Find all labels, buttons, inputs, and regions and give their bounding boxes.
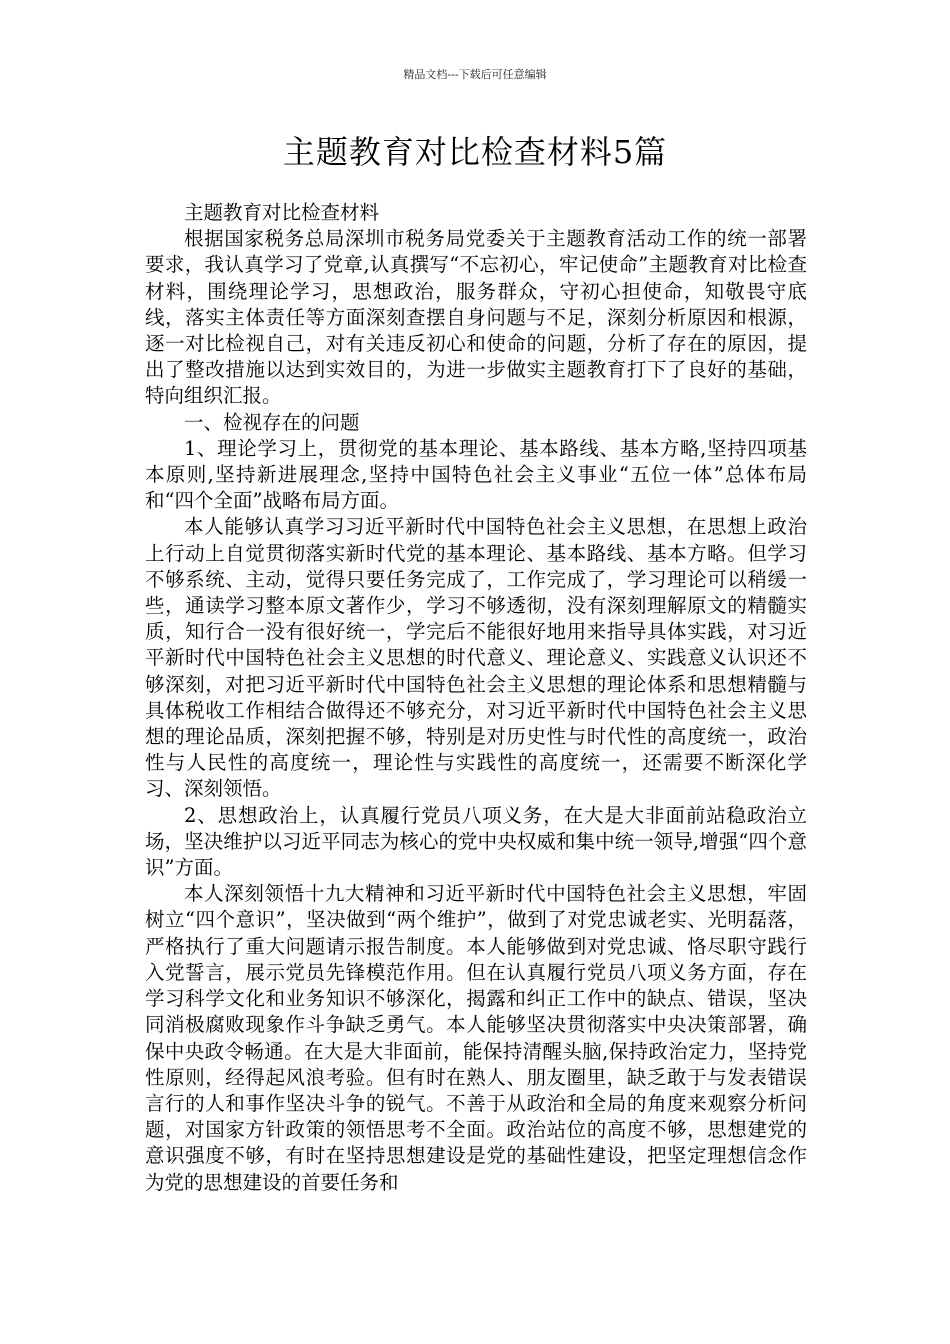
body-paragraph: 1、理论学习上，贯彻党的基本理论、基本路线、基本方略,坚持四项基本原则,坚持新进展理念,坚持中国特色社会主义事业“五位一体”总体布局和“四个全面”战略布局方面。: [145, 436, 807, 513]
body-paragraph: 本人能够认真学习习近平新时代中国特色社会主义思想，在思想上政治上行动上自觉贯彻落实新时代党的基本理论、基本路线、基本方略。但学习不够系统、主动，觉得只要任务完成了，工作完成了，学习理论可以稍缓一些，通读学习整本原文著作少，学习不够透彻，没有深刻理解原文的精髓实质，知行合一没有很好统一，学完后不能很好地用来指导具体实践，对习近平新时代中国特色社会主义思想的时代意义、理论意义、实践意义认识还不够深刻，对把习近平新时代中国特色社会主义思想的理论体系和思想精髓与具体税收工作相结合做得还不够充分，对习近平新时代中国特色社会主义思想的理论品质，深刻把握不够，特别是对历史性与时代性的高度统一，政治性与人民性的高度统一，理论性与实践性的高度统一，还需要不断深化学习、深刻领悟。: [145, 515, 807, 801]
section-heading: 一、检视存在的问题: [184, 410, 360, 434]
document-title: 主题教育对比检查材料5篇: [282, 133, 668, 171]
body-paragraph: 本人深刻领悟十九大精神和习近平新时代中国特色社会主义思想，牢固树立“四个意识”，坚决做到“两个维护”，做到了对党忠诚老实、光明磊落，严格执行了重大问题请示报告制度。本人能够做到对党忠诚、恪尽职守践行入党誓言，展示党员先锋模范作用。但在认真履行党员八项义务方面，存在学习科学文化和业务知识不够深化，揭露和纠正工作中的缺点、错误，坚决同消极腐败现象作斗争缺乏勇气。本人能够坚决贯彻落实中央决策部署，确保中央政令畅通。在大是大非面前，能保持清醒头脑,保持政治定力，坚持党性原则，经得起风浪考验。但有时在熟人、朋友圈里，缺乏敢于与发表错误言行的人和事作坚决斗争的锐气。不善于从政治和全局的角度来观察分析问题，对国家方针政策的领悟思考不全面。政治站位的高度不够，思想建党的意识强度不够，有时在坚持思想建设是党的基础性建设，把坚定理想信念作为党的思想建设的首要任务和: [145, 882, 807, 1194]
body-paragraph: 根据国家税务总局深圳市税务局党委关于主题教育活动工作的统一部署要求，我认真学习了党章,认真撰写“不忘初心，牢记使命”主题教育对比检查材料，围绕理论学习，思想政治，服务群众，守初心担使命，知敬畏守底线，落实主体责任等方面深刻查摆自身问题与不足，深刻分析原因和根源，逐一对比检视自己，对有关违反初心和使命的问题，分析了存在的原因，提出了整改措施以达到实效目的，为进一步做实主题教育打下了良好的基础，特向组织汇报。: [145, 227, 807, 408]
body-paragraph: 2、思想政治上，认真履行党员八项义务，在大是大非面前站稳政治立场，坚决维护以习近平同志为核心的党中央权威和集中统一领导,增强“四个意识”方面。: [145, 803, 807, 880]
page-header: 精品文档---下载后可任意编辑: [403, 68, 547, 81]
document-body: [145, 200, 807, 1196]
body-paragraph: 主题教育对比检查材料: [184, 201, 380, 224]
